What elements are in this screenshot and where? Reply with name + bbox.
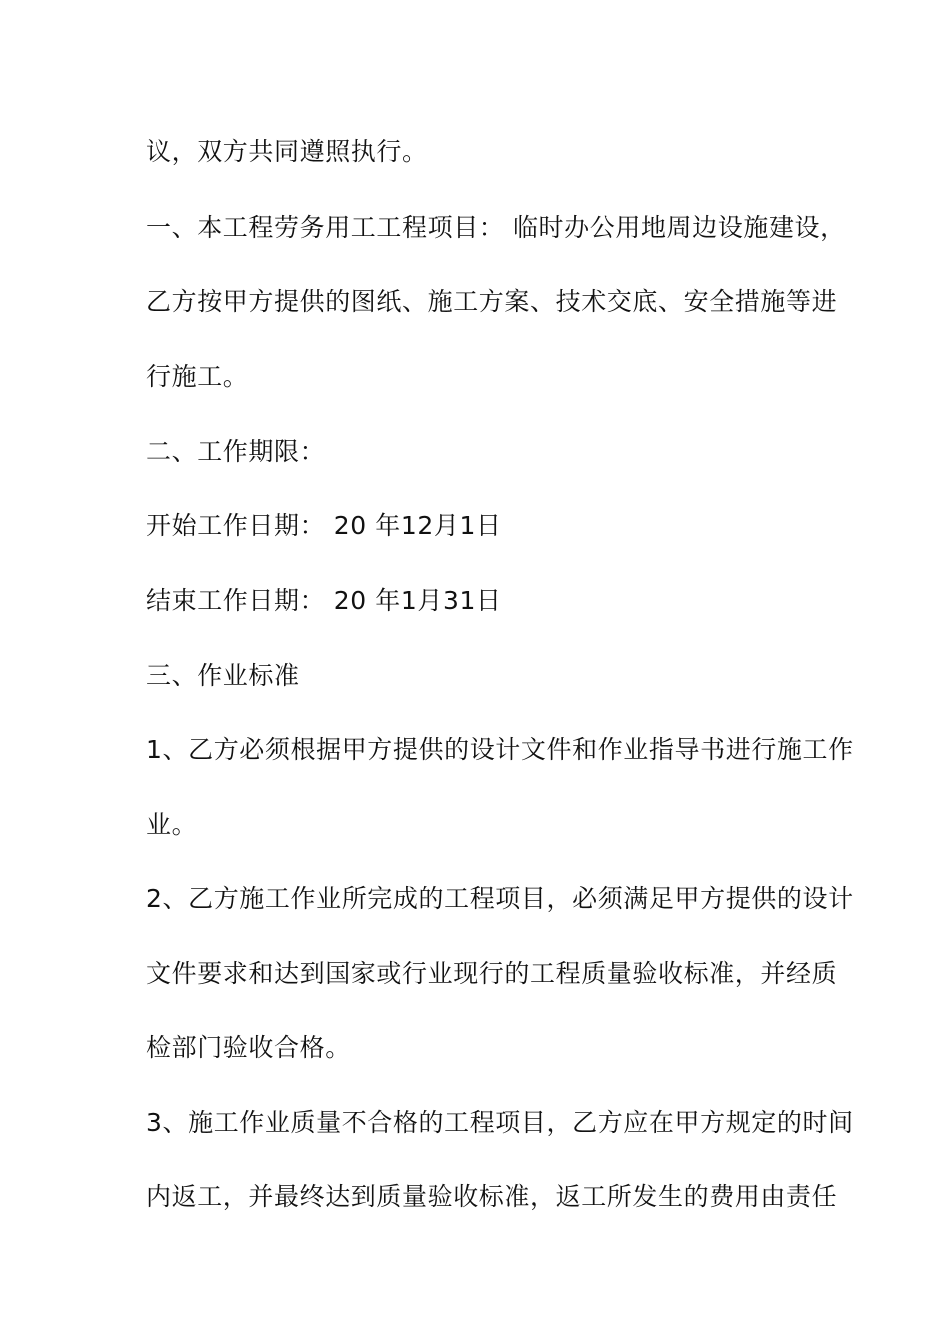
text-line-4: 行施工。 xyxy=(146,362,249,391)
text-line-11: 2、乙方施工作业所完成的工程项目，必须满足甲方提供的设计 xyxy=(146,884,854,913)
text-line-13: 检部门验收合格。 xyxy=(146,1033,351,1062)
text-line-5: 二、工作期限： xyxy=(146,437,326,466)
start-date-line: 开始工作日期： 20 年12月1日 xyxy=(146,511,502,540)
text-line-3: 乙方按甲方提供的图纸、施工方案、技术交底、安全措施等进 xyxy=(146,287,838,316)
text-line-8: 三、作业标准 xyxy=(146,661,300,690)
text-line-1: 议，双方共同遵照执行。 xyxy=(146,137,428,166)
end-date-line: 结束工作日期： 20 年1月31日 xyxy=(146,586,502,615)
text-line-10: 业。 xyxy=(146,810,198,839)
text-line-14: 3、施工作业质量不合格的工程项目，乙方应在甲方规定的时间 xyxy=(146,1108,854,1137)
text-line-12: 文件要求和达到国家或行业现行的工程质量验收标准，并经质 xyxy=(146,959,838,988)
text-line-9: 1、乙方必须根据甲方提供的设计文件和作业指导书进行施工作 xyxy=(146,735,854,764)
text-line-2: 一、本工程劳务用工工程项目： 临时办公用地周边设施建设， xyxy=(146,213,846,242)
text-line-15: 内返工，并最终达到质量验收标准，返工所发生的费用由责任 xyxy=(146,1182,838,1211)
